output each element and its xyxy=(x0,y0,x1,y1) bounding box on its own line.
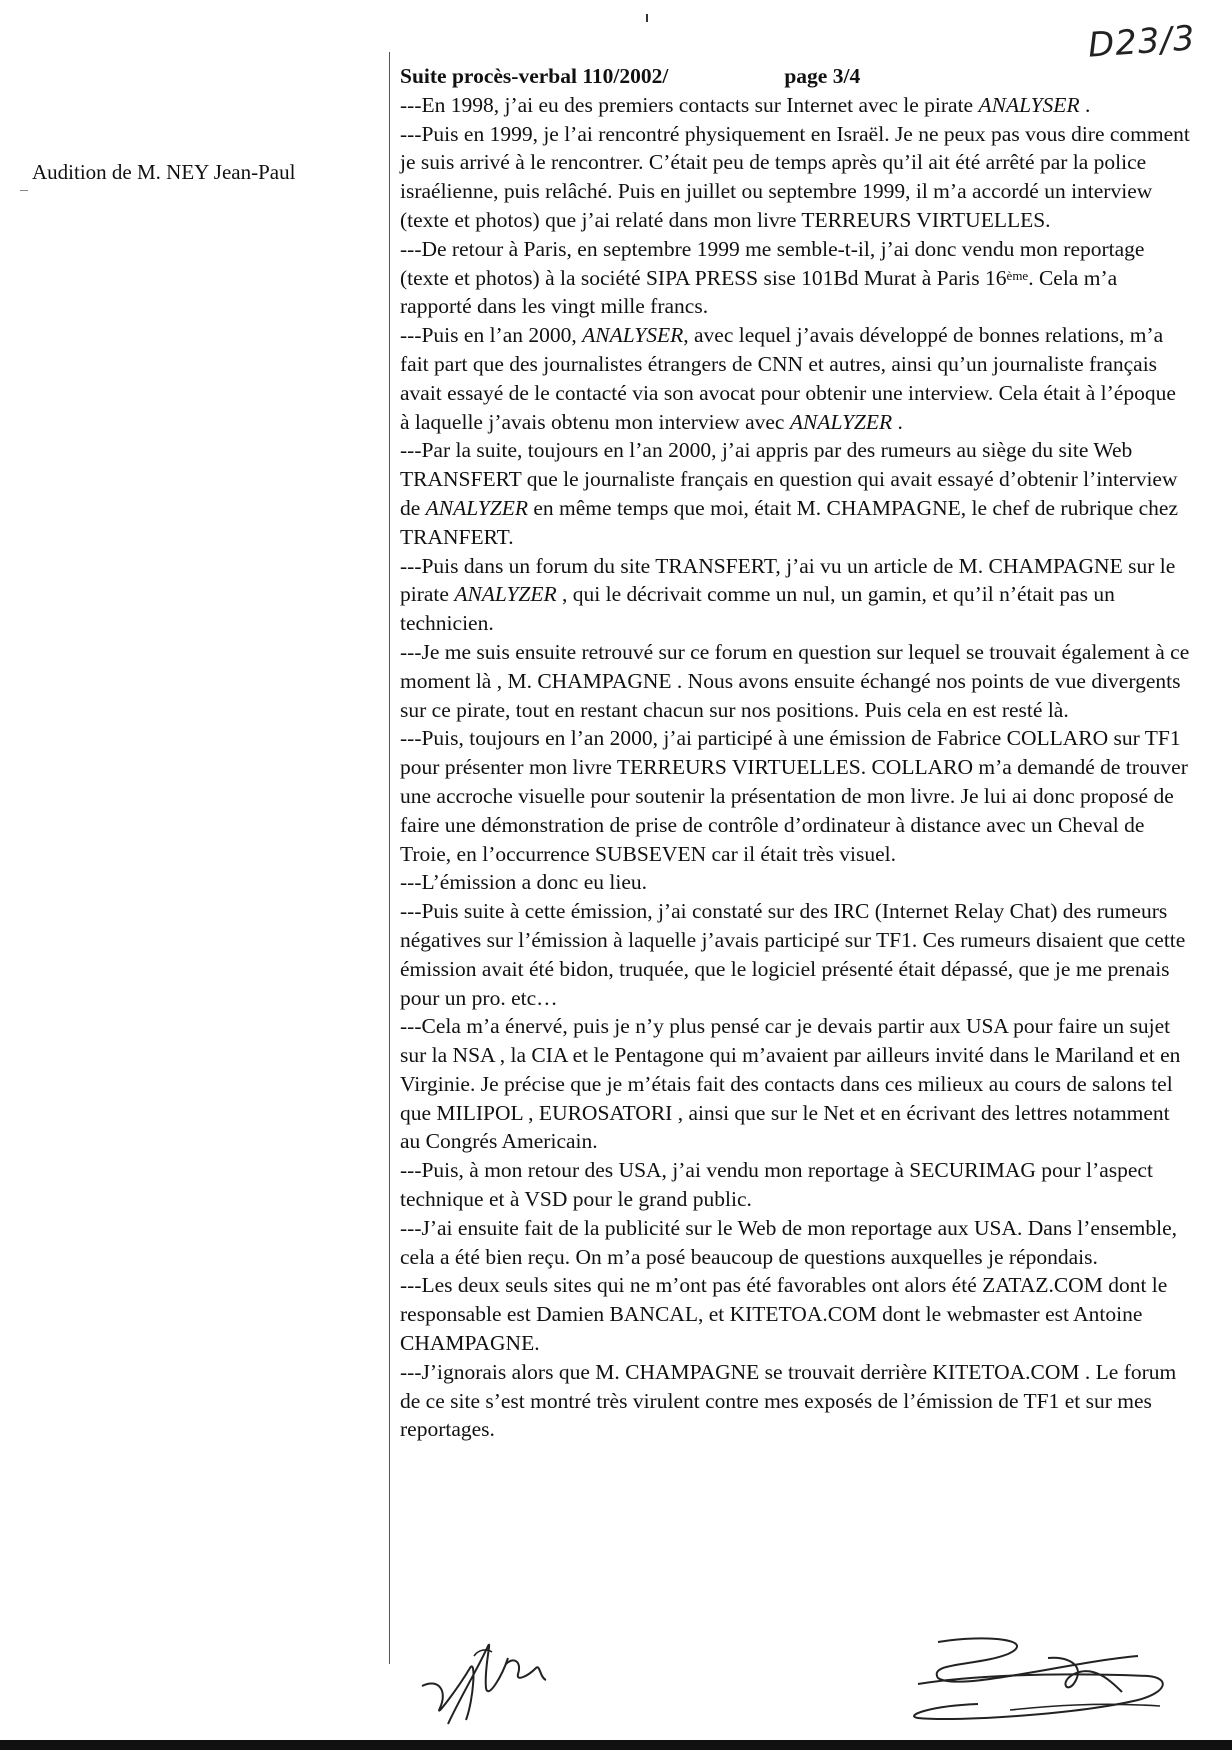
paragraph xyxy=(400,1012,1190,1156)
text-run: ---Je me suis ensuite retrouvé sur ce forum en question sur lequel se trouvait également à ce moment là , M. CHAMPAGNE . Nous avons ensuite échangé nos points de vue divergents sur ce pirate, tout en restant chacun sur nos positions. Puis cela en est resté là. xyxy=(400,639,1190,722)
paragraph xyxy=(400,724,1190,868)
paragraph xyxy=(400,552,1190,638)
paragraph xyxy=(400,1214,1190,1272)
paragraph-list xyxy=(400,91,1190,1444)
paragraph xyxy=(400,868,1190,897)
paragraph xyxy=(400,120,1190,235)
text-run: ---En 1998, j’ai eu des premiers contacts sur Internet avec le pirate xyxy=(400,92,979,117)
text-run: ---J’ignorais alors que M. CHAMPAGNE se trouvait derrière KITETOA.COM . Le forum de ce site s’est montré très virulent contre mes exposés de l’émission de TF1 et sur mes reportages. xyxy=(400,1359,1177,1442)
text-run: ---Les deux seuls sites qui ne m’ont pas été favorables ont alors été ZATAZ.COM dont le responsable est Damien BANCAL, et KITETOA.COM dont le webmaster est Antoine CHAMPAGNE. xyxy=(400,1273,1168,1356)
text-run: , avec lequel j’avais développé de bonnes relations, m’a fait part que des journalistes étrangers de CNN et autres, ainsi qu’un journaliste français avait essayé de le contacté via son avocat pour obtenir une interview. Cela était à l’époque à laquelle j’avais obtenu mon interview avec xyxy=(400,323,1176,434)
italic-name: ANALYSER xyxy=(978,92,1080,117)
text-run: ---Puis dans un forum du site TRANSFERT, j’ai vu un article de M. CHAMPAGNE sur le pirate xyxy=(400,553,1176,607)
text-run: ---Par la suite, toujours en l’an 2000, j’ai appris par des rumeurs au siège du site Web TRANSFERT que le journaliste français en question qui avait essayé d’obtenir l’interview de xyxy=(400,438,1178,520)
paragraph xyxy=(400,321,1190,436)
paragraph xyxy=(400,1358,1190,1444)
header-title: Suite procès-verbal 110/2002/ xyxy=(400,64,669,88)
text-run: ---Puis suite à cette émission, j’ai constaté sur des IRC (Internet Relay Chat) des rumeurs négatives sur l’émission à laquelle j’avais participé sur TF1. Ces rumeurs disaient que cette émission avait été bidon, truquée, que le logiciel présenté était dépassé, que je me prenais pour un pro. etc… xyxy=(400,899,1186,1010)
italic-name: ANALYZER xyxy=(425,495,528,520)
text-run: ---Puis, toujours en l’an 2000, j’ai participé à une émission de Fabrice COLLARO sur TF1 pour présenter mon livre TERREURS VIRTUELLES. COLLARO m’a demandé de trouver une accroche visuelle pour soutenir la présentation de mon livre. Je lui ai donc proposé de faire une démonstration de prise de contrôle d’ordinateur à distance avec un Cheval de Troie, en l’occurrence SUBSEVEN car il était très visuel. xyxy=(400,726,1188,866)
scan-bottom-edge xyxy=(0,1740,1232,1750)
text-run: , qui le décrivait comme un nul, un gamin, et qu’il n’était pas un technicien. xyxy=(400,582,1115,636)
margin-dash xyxy=(20,190,28,191)
text-run: ---Puis, à mon retour des USA, j’ai vendu mon reportage à SECURIMAG pour l’aspect technique et à VSD pour le grand public. xyxy=(400,1158,1153,1212)
paragraph xyxy=(400,1271,1190,1357)
text-run: ---Puis en l’an 2000, xyxy=(400,323,583,348)
margin-rule xyxy=(389,52,390,1664)
document-header xyxy=(400,62,1190,91)
text-run: ---L’émission a donc eu lieu. xyxy=(400,870,647,895)
paragraph xyxy=(400,235,1190,321)
paragraph xyxy=(400,897,1190,1012)
text-run: ---De retour à Paris, en septembre 1999 me semble-t-il, j’ai donc vendu mon reportage (texte et photos) à la société SIPA PRESS sise 101Bd Murat à Paris 16 xyxy=(400,236,1145,290)
scan-mark xyxy=(646,14,648,22)
italic-name: ANALYZER xyxy=(789,409,893,434)
text-run: ---Cela m’a énervé, puis je n’y plus pensé car je devais partir aux USA pour faire un sujet sur la NSA , la CIA et le Pentagone qui m’avaient par ailleurs invité dans le Mariland et en Virginie. Je précise que je m’étais fait des contacts dans ces milieux au cours de salons tel que MILIPOL , EUROSATORI , ainsi que sur le Net et en écrivant des lettres notamment au Congrés Americain. xyxy=(400,1014,1181,1154)
header-page-number: page 3/4 xyxy=(784,64,861,88)
text-run: ---Puis en 1999, je l’ai rencontré physiquement en Israël. Je ne peux pas vous dire comment je suis arrivé à le rencontrer. C’était peu de temps après qu’il ait été arrêté par la police israélienne, puis relâché. Puis en juillet ou septembre 1999, il m’a accordé un interview (texte et photos) que j’ai relaté dans mon livre TERREURS VIRTUELLES. xyxy=(400,121,1190,232)
superscript: ème xyxy=(1006,267,1029,283)
document-body xyxy=(400,62,1190,1444)
italic-name: ANALYZER xyxy=(454,582,557,607)
text-run: ---J’ai ensuite fait de la publicité sur le Web de mon reportage aux USA. Dans l’ensemble, cela a été bien reçu. On m’a posé beaucoup de questions auxquelles je répondais. xyxy=(400,1215,1178,1269)
signature-right xyxy=(898,1622,1178,1737)
margin-note: Audition de M. NEY Jean-Paul xyxy=(32,160,296,184)
text-run: . xyxy=(892,409,903,434)
paragraph xyxy=(400,436,1190,551)
text-run: . Cela m’a rapporté dans les vingt mille francs. xyxy=(400,265,1118,319)
paragraph xyxy=(400,638,1190,724)
paragraph xyxy=(400,1156,1190,1214)
text-run: . xyxy=(1079,92,1091,117)
italic-name: ANALYSER xyxy=(582,323,684,348)
signature-left xyxy=(418,1628,553,1728)
paragraph xyxy=(400,91,1190,120)
text-run: en même temps que moi, était M. CHAMPAGNE, le chef de rubrique chez TRANFERT. xyxy=(400,495,1179,549)
page-reference-handwritten: D23/3 xyxy=(1087,18,1198,66)
